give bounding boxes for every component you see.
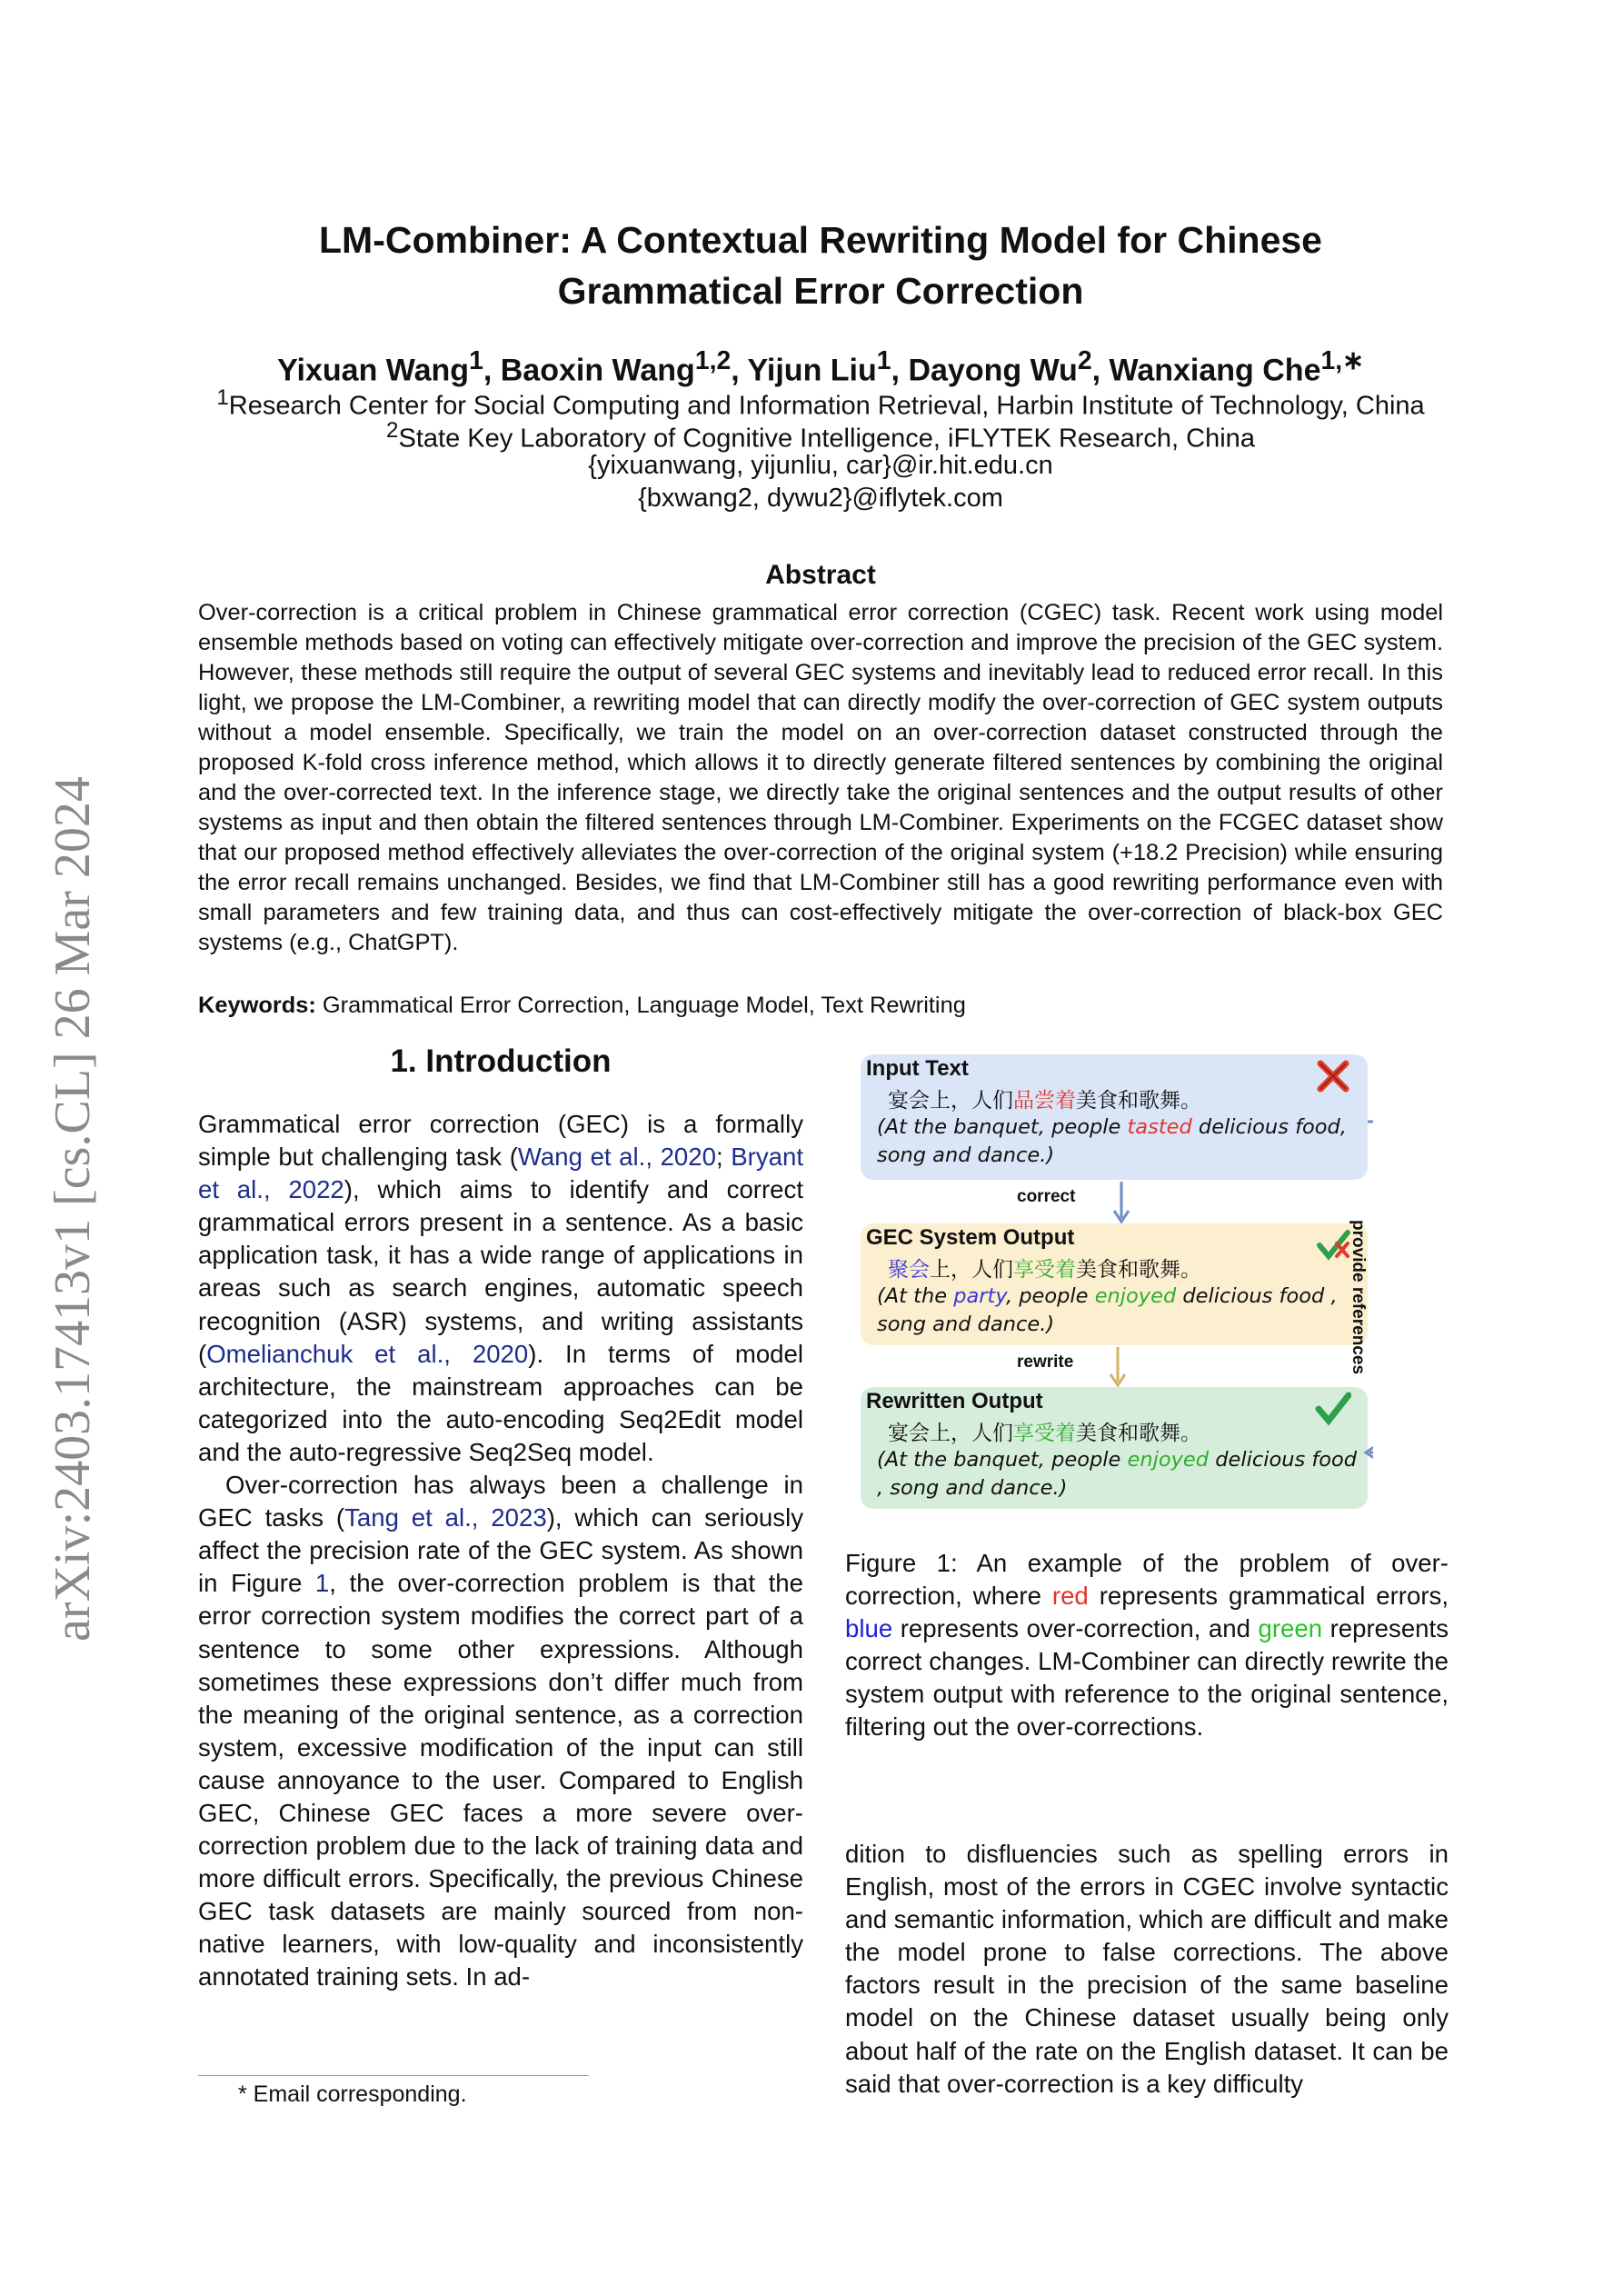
abstract-title: Abstract [765, 560, 876, 590]
right-column [845, 1838, 1449, 2101]
email-1: {yixuanwang, yijunliu, car}@ir.hit.edu.cn [588, 451, 1053, 480]
citation-link[interactable]: Omelianchuk et al., 2020 [206, 1339, 529, 1368]
box-title: GEC System Output [866, 1225, 1075, 1250]
citation-link[interactable]: Bryant et al., 2022 [198, 1143, 803, 1204]
english-translation: (At the party, people enjoyed delicious food , song and dance.) [877, 1284, 1338, 1336]
intro-paragraph-2: Over-correction has always been a challenge in GEC tasks (Tang et al., 2023), which can seriously affect the precision rate of the GEC system. As shown in Figure 1, the over-correction problem is that the error correction system modifies the correct part of a sentence to some other expressions. Although sometimes these expressions don’t differ much from the meaning of the original sentence, as a correction system, excessive modification of the input can still cause annoyance to the user. Compared to English GEC, Chinese GEC faces a more severe over-correction problem due to the lack of training data and more difficult errors. Specifically, the previous Chinese GEC task datasets are mainly sourced from non-native learners, with low-quality and inconsistently annotated training sets. In ad- [198, 1471, 803, 1992]
english-translation: (At the banquet, people enjoyed delicious food , song and dance.) [877, 1448, 1358, 1500]
arxiv-sidebar [36, 709, 109, 1709]
figure-1 [861, 1054, 1373, 1516]
author: Baoxin Wang [500, 353, 695, 388]
left-column [198, 1108, 803, 1994]
keywords-label: Keywords: [198, 993, 316, 1018]
box-title: Input Text [866, 1056, 969, 1081]
arrow-label-provide-references: provide references [1349, 1219, 1369, 1375]
figure-reference-link[interactable]: 1 [314, 1569, 330, 1598]
email-2: {bxwang2, dywu2}@iflytek.com [638, 484, 1003, 513]
author-list: Yixuan Wang$^1$, Baoxin Wang$^{1,2}$, Yijun Liu$^1$, Dayong Wu$^2$, Wanxiang Che$^{1,∗}$ [277, 346, 1364, 388]
intro-paragraph-continued: dition to disfluencies such as spelling errors in English, most of the errors in CGEC involve syntactic and semantic information, which are difficult and make the model prone to false corrections. The above factors result in the precision of the same baseline model on the Chinese dataset usually being only about half of the rate on the English dataset. It can be said that over-correction is a key difficulty [845, 1840, 1449, 2098]
chinese-sentence: 聚会上，人们享受着美食和歌舞。 [888, 1258, 1201, 1282]
figure-arrows [861, 1054, 1373, 1516]
keywords [198, 993, 1443, 1019]
section-title: 1. Introduction [390, 1043, 612, 1079]
english-translation: (At the banquet, people tasted delicious food, song and dance.) [877, 1115, 1347, 1167]
box-title: Rewritten Output [866, 1389, 1043, 1413]
author: Wanxiang Che [1109, 353, 1321, 388]
affiliation-2: $^2$State Key Laboratory of Cognitive Intelligence, iFLYTEK Research, China [386, 418, 1255, 454]
arxiv-identifier: arXiv:2403.17413v1 [cs.CL] 26 Mar 2024 [45, 776, 101, 1642]
chinese-sentence: 宴会上，人们享受着美食和歌舞。 [888, 1422, 1201, 1445]
abstract-body: Over-correction is a critical problem in Chinese grammatical error correction (CGEC) task. Recent work using model ensemble methods based on voting can effectively mitigate over-correction and improve the precision of the GEC system. However, these methods still require the output of several GEC systems and inevitably lead to reduced error recall. In this light, we propose the LM-Combiner, a rewriting model that can directly modify the over-correction of GEC system outputs without a model ensemble. Specifically, we train the model on an over-correction dataset constructed through the proposed K-fold cross inference method, which allows it to directly generate filtered sentences by combining the original and the over-corrected text. In the inference stage, we directly take the original sentences and the output results of other systems as input and then obtain the filtered sentences through LM-Combiner. Experiments on the FCGEC dataset show that our proposed method effectively alleviates the over-correction of the original system (+18.2 Precision) while ensuring the error recall remains unchanged. Besides, we find that LM-Combiner still has a good rewriting performance even with small parameters and few training data, and thus can cost-effectively mitigate the over-correction of black-box GEC systems (e.g., ChatGPT). [198, 600, 1443, 955]
citation-link[interactable]: Tang et al., 2023 [344, 1503, 547, 1532]
arrow-label-correct: correct [1017, 1187, 1076, 1206]
footnote-rule [198, 2075, 589, 2076]
arrow-label-rewrite: rewrite [1017, 1353, 1074, 1372]
intro-paragraph-1: Grammatical error correction (GEC) is a formally simple but challenging task (Wang et al., 2020; Bryant et al., 2022), which aims to identify and correct grammatical errors present in a sentence. As a basic application task, it has a wide range of applications in areas such as search engines, automatic speech recognition (ASR) systems, and writing assistants (Omelianchuk et al., 2020). In terms of model architecture, the mainstream approaches can be categorized into the auto-encoding Seq2Edit model and the auto-regressive Seq2Seq model. [198, 1110, 803, 1466]
affiliation-1: $^1$Research Center for Social Computing and Information Retrieval, Harbin Institute of Technology, China [216, 385, 1425, 421]
citation-link[interactable]: Wang et al., 2020 [517, 1143, 716, 1172]
paper-title: LM-Combiner: A Contextual Rewriting Model for Chinese Grammatical Error Correction [319, 219, 1322, 312]
figure-caption: Figure 1: An example of the problem of over-correction, where red represents grammatical errors, blue represents over-correction, and green represents correct changes. LM-Combiner can directly rewrite the system output with reference to the original sentence, filtering out the over-corrections. [845, 1549, 1449, 1742]
author: Yijun Liu [747, 353, 877, 388]
keywords-text: Grammatical Error Correction, Language Model, Text Rewriting [322, 993, 966, 1018]
footnote: * Email corresponding. [238, 2081, 467, 2107]
author: Dayong Wu [908, 353, 1078, 388]
chinese-sentence: 宴会上，人们品尝着美食和歌舞。 [888, 1089, 1201, 1113]
author: Yixuan Wang [277, 353, 470, 388]
